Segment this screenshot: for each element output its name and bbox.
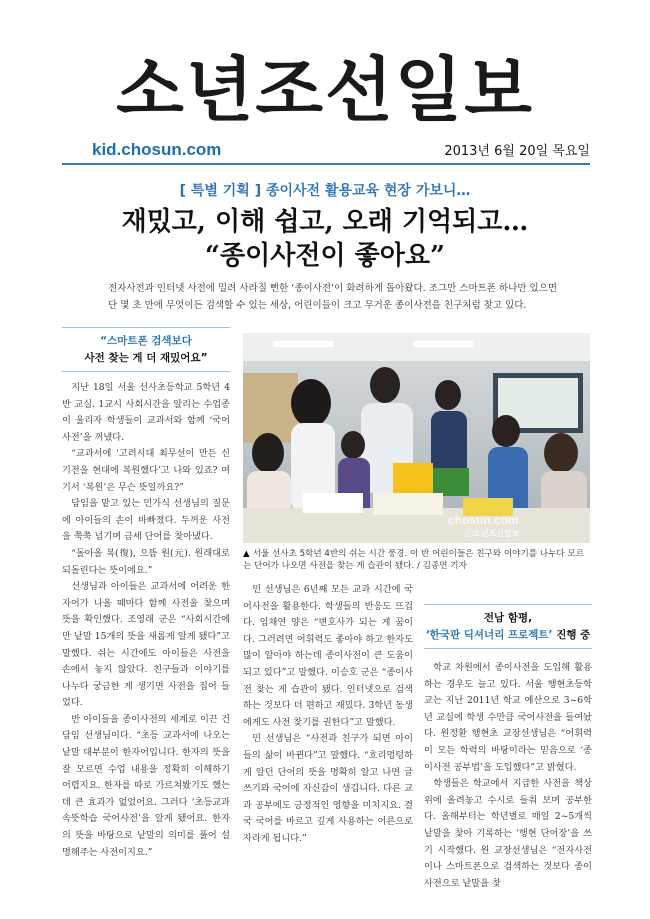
- photo-caption: [243, 548, 590, 572]
- paragraph: 학생들은 학교에서 지급한 사전을 책상 위에 올려놓고 수시로 들춰 보며 공부한다. 올해부터는 학년별로 매일 2~5개씩 낱말을 찾아 기록하는 ‘행현 단어장’을 쓰기 시작했다. 원 교장선생님은 “전자사전이나 스마트폰으로 검색하는 것보다 종이사전으로 낱말을 찾: [424, 778, 592, 889]
- subhead-suffix: 진행 중: [552, 629, 591, 641]
- article-headline: [0, 205, 650, 273]
- subhead-rule-top: [424, 604, 592, 605]
- photo-watermark-site: chosun.com: [448, 513, 519, 527]
- subhead-hampyeong: [424, 610, 592, 644]
- article-column-1: [62, 380, 230, 861]
- subhead-rule-top: [62, 327, 230, 328]
- paragraph: 반 아이들을 종이사전의 세계로 이끈 건 담임 선생님이다. “초등 교과서에 나오는 낱말 대부분이 한자어입니다. 한자의 뜻을 잘 모르면 수업 내용을 정확히 이해하기 어렵지요. 한자를 따로 가르쳐봤기도 했는데 큰 효과가 없었어요. 그러다 ‘초등교과 속뜻학습 국어사전’을 알게 됐어요. 한자의 뜻을 바탕으로 낱말의 의미를 풀어 설명해주는 사전이지요.”: [62, 713, 230, 858]
- subhead-line-1: 전남 함평,: [483, 612, 533, 624]
- subhead-rule-bottom: [62, 371, 230, 372]
- subhead-project-name: ‘한국판 딕셔너리 프로젝트’: [425, 629, 553, 641]
- site-url[interactable]: kid.chosun.com: [92, 140, 222, 159]
- classroom-photo-illustration: [243, 333, 590, 543]
- caption-triangle-icon: ▲: [243, 549, 250, 559]
- paragraph: 선생님과 아이들은 교과서에 어려운 한자어가 나올 때마다 함께 사전을 찾으며 뜻을 확인했다. 조영래 군은 “사회시간에만 낱말 15개의 뜻을 새롭게 알게 됐다”고 말했다. 쉬는 시간에도 아이들은 사전을 손에서 놓지 않았다. 친구들과 이야기를 나누다 궁금한 게 생기면 사전을 집어 들었다.: [62, 581, 230, 709]
- masthead-rule: [62, 163, 590, 165]
- subhead-line-2: [424, 627, 592, 644]
- masthead-title: 소년조선일보: [116, 49, 534, 131]
- paragraph: “돌아올 복(復), 으뜸 원(元). 원래대로 되돌린다는 뜻이에요.”: [62, 547, 230, 576]
- paragraph: 민 선생님은 6년째 모든 교과 시간에 국어사전을 활용한다. 학생들의 반응도 뜨겁다. 임채연 양은 “변호사가 되는 게 꿈이다. 그러려면 어휘력도 좋아야 하고 한자도 많이 알아야 하는데 종이사전이 큰 도움이 되고 있다”고 말했다. 이승호 군은 “종이사전 찾는 게 습관이 됐다. 인터넷으로 검색하는 것보다 더 편하고 재밌다. 3학년 동생에게도 사전 찾기를 권한다”고 말했다.: [243, 584, 413, 728]
- subhead-smartphone: [62, 333, 230, 367]
- headline-line-1: 재밌고, 이해 쉽고, 오래 기억되고…: [121, 207, 529, 237]
- caption-text: 서울 선사초 5학년 4반의 쉬는 시간 풍경. 이 반 어린이들은 친구와 이야기를 나누다 모르는 단어가 나오면 사전을 찾는 게 습관이 됐다. / 김종연 기자: [243, 549, 585, 571]
- paragraph: 지난 18일 서울 선사초등학교 5학년 4반 교실. 1교시 사회시간을 알리는 수업종이 울리자 학생들이 교과서와 함께 ‘국어사전’을 꺼냈다.: [62, 382, 230, 443]
- paragraph: 민 선생님은 “사전과 친구가 되면 아이들의 삶이 바뀐다”고 말했다. “흐리멍텅하게 알던 단어의 뜻을 명확히 알고 나면 글쓰기와 국어에 자신감이 생깁니다. 다른 교과 공부에도 긍정적인 영향을 미치지요. 결국 국어를 바르고 깊게 사용하는 어른으로 자라게 됩니다.”: [243, 733, 413, 844]
- photo-watermark-brand: ⓒ소년조선일보: [465, 529, 520, 538]
- subhead-line-2: 사전 찾는 게 더 재밌어요”: [84, 352, 208, 364]
- article-lead: 전자사전과 인터넷 사전에 밀려 사라질 뻔한 ‘종이사전’이 화려하게 돌아왔다. 조그만 스마트폰 하나만 있으면 단 몇 초 만에 무엇이든 검색할 수 있는 세상, 어린이들이 크고 무거운 종이사전을 친구처럼 찾고 있다.: [108, 283, 558, 311]
- paragraph: 학교 차원에서 종이사전을 도입해 활용하는 경우도 늘고 있다. 서울 행현초등학교는 지난 2011년 학교 예산으로 3~6학년 교실에 학생 수만큼 국어사전을 들여놨다. 원정환 행현초 교장선생님은 “어휘력이 모든 학력의 바탕이라는 믿음으로 ‘종이사전 공부법’을 도입했다”고 밝혔다.: [424, 662, 592, 773]
- classroom-photo: [243, 333, 590, 543]
- article-kicker: [ 특별 기획 ] 종이사전 활용교육 현장 가보니…: [179, 183, 471, 199]
- article-column-3: [424, 660, 592, 892]
- paragraph: 담임을 맡고 있는 민가식 선생님의 질문에 아이들의 손이 바빠졌다. 두꺼운 사전을 쭉쭉 넘기며 금세 단어를 찾아냈다.: [62, 498, 230, 543]
- subhead-line-1: “스마트폰 검색보다: [100, 335, 192, 347]
- subhead-rule-bottom: [424, 648, 592, 649]
- paragraph: “교과서에 ‘고려시대 최무선이 만든 신기전을 현대에 복원했다’고 나와 있죠? 여기서 ‘복원’은 무슨 뜻일까요?”: [62, 448, 230, 493]
- article-column-2: [243, 582, 413, 848]
- issue-date: 2013년 6월 20일 목요일: [444, 144, 590, 159]
- headline-line-2: “종이사전이 좋아요”: [205, 241, 445, 271]
